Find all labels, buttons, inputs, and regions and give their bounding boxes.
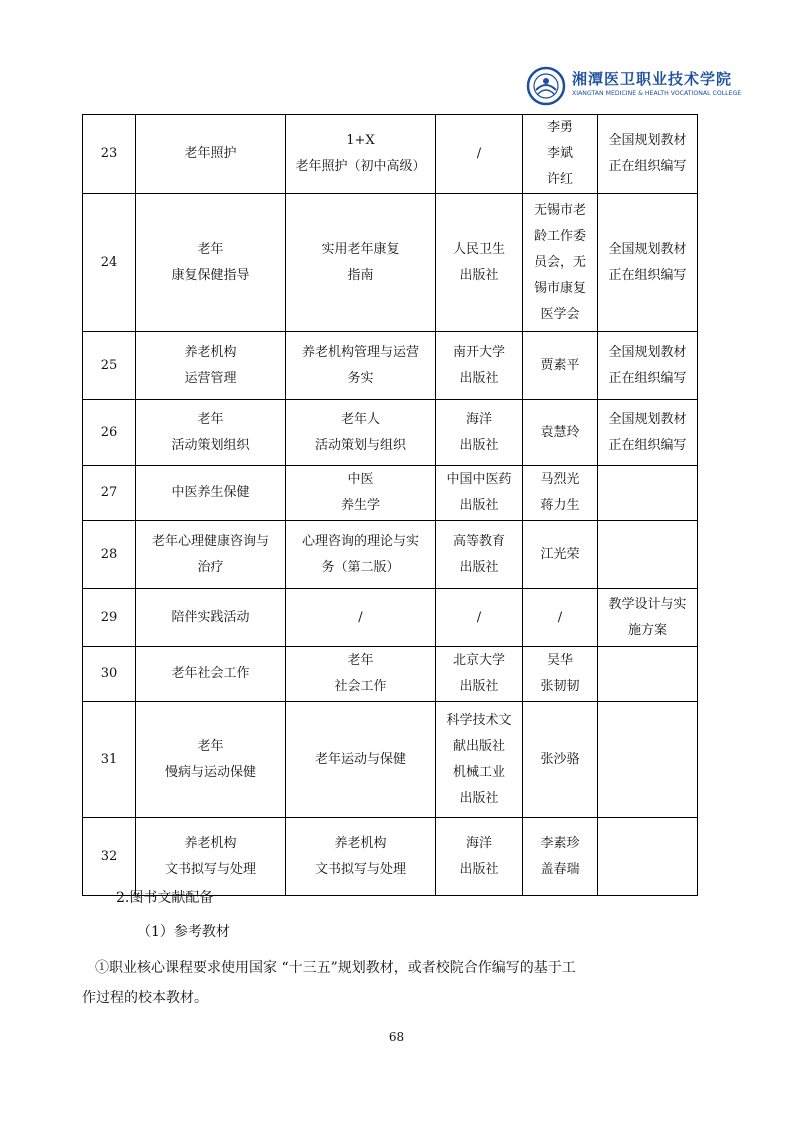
cell-note (598, 332, 698, 400)
cell-book (286, 332, 436, 400)
cell-line: 养老机构 (184, 344, 237, 360)
cell-line: 机械工业 (452, 764, 505, 780)
cell-line: 江光荣 (540, 546, 580, 562)
cell-no: 24 (83, 194, 136, 332)
cell-no: 28 (83, 521, 136, 589)
cell-line: 治疗 (197, 559, 224, 575)
cell-line: 全国规划教材 (608, 411, 687, 427)
cell-line: 锡市康复 (533, 280, 586, 296)
cell-line: / (476, 609, 482, 625)
cell-line: 李素珍 (540, 835, 580, 851)
cell-no: 27 (83, 466, 136, 521)
cell-note (598, 702, 698, 818)
cell-course (136, 466, 286, 521)
cell-line: 袁慧玲 (540, 424, 580, 440)
cell-publisher (436, 589, 523, 647)
cell-note (598, 400, 698, 466)
cell-no: 25 (83, 332, 136, 400)
cell-line: 老年照护 (184, 146, 237, 161)
cell-author (523, 818, 598, 896)
cell-book (286, 466, 436, 521)
cell-publisher (436, 818, 523, 896)
cell-author (523, 466, 598, 521)
table-row (83, 332, 698, 400)
cell-line: 李勇 (546, 120, 573, 135)
cell-line: 中国中医药 (446, 472, 512, 487)
cell-line: 正在组织编写 (608, 159, 687, 174)
cell-no: 32 (83, 818, 136, 896)
cell-line: 养老机构管理与运营 (301, 344, 419, 360)
section-heading: 2.图书文献配备 (116, 890, 214, 906)
cell-author (523, 400, 598, 466)
cell-line: 全国规划教材 (608, 133, 687, 148)
cell-line: 文书拟写与处理 (164, 861, 256, 877)
cell-line: 出版社 (459, 861, 499, 877)
cell-publisher (436, 702, 523, 818)
cell-line: 老年 (347, 653, 374, 668)
table-row (83, 647, 698, 702)
paragraph-line-1: ①职业核心课程要求使用国家 “十三五”规划教材，或者校院合作编写的基于工 (95, 960, 576, 976)
table-row (83, 702, 698, 818)
cell-line: 养生学 (340, 498, 380, 513)
cell-line: 务（第二版） (321, 559, 400, 575)
cell-author (523, 521, 598, 589)
cell-line: 吴华 (546, 653, 573, 668)
cell-line: 科学技术文 (446, 712, 512, 728)
cell-author (523, 589, 598, 647)
cell-line: 正在组织编写 (608, 267, 687, 283)
cell-line: 务实 (347, 370, 374, 386)
cell-author (523, 647, 598, 702)
table-row (83, 400, 698, 466)
cell-line: 陪伴实践活动 (171, 609, 250, 625)
cell-publisher (436, 115, 523, 194)
cell-book (286, 194, 436, 332)
cell-publisher (436, 647, 523, 702)
cell-line: 出版社 (459, 559, 499, 575)
cell-note (598, 194, 698, 332)
cell-publisher (436, 332, 523, 400)
cell-author (523, 115, 598, 194)
cell-line: 出版社 (459, 498, 499, 513)
subsection-heading: （1）参考教材 (137, 924, 230, 940)
cell-note (598, 589, 698, 647)
cell-note (598, 647, 698, 702)
cell-line: 全国规划教材 (608, 241, 687, 257)
cell-course (136, 702, 286, 818)
cell-book (286, 647, 436, 702)
cell-line: 老年社会工作 (171, 666, 250, 681)
cell-note (598, 115, 698, 194)
cell-line: 中医 (347, 472, 374, 487)
college-logo (526, 66, 742, 110)
cell-no: 23 (83, 115, 136, 194)
cell-line: 出版社 (459, 370, 499, 386)
cell-line: 指南 (347, 267, 374, 283)
cell-line: 出版社 (459, 679, 499, 694)
cell-line: 康复保健指导 (171, 267, 250, 283)
cell-line: 龄工作委 (533, 228, 586, 244)
cell-line: 张沙骆 (540, 751, 580, 767)
cell-line: 正在组织编写 (608, 437, 687, 453)
cell-line: 高等教育 (452, 533, 505, 549)
cell-line: 教学设计与实 (608, 596, 687, 612)
cell-line: 南开大学 (452, 344, 505, 360)
cell-line: 运营管理 (184, 370, 237, 386)
cell-line: 全国规划教材 (608, 344, 687, 360)
cell-line: 贾素平 (540, 357, 580, 373)
cell-line: 老年运动与保健 (314, 751, 406, 767)
college-emblem-icon (526, 66, 566, 106)
cell-line: 出版社 (459, 267, 499, 283)
cell-author (523, 194, 598, 332)
cell-no: 26 (83, 400, 136, 466)
table-row (83, 194, 698, 332)
cell-line: 海洋 (465, 835, 492, 851)
cell-line: 社会工作 (334, 679, 387, 694)
cell-line: 文书拟写与处理 (314, 861, 406, 877)
cell-book (286, 589, 436, 647)
cell-note (598, 818, 698, 896)
cell-course (136, 647, 286, 702)
cell-line: 医学会 (540, 306, 580, 322)
cell-publisher (436, 521, 523, 589)
cell-course (136, 332, 286, 400)
logo-text-cn: 湘潭医卫职业技术学院 (572, 70, 733, 88)
cell-line: 许红 (546, 172, 573, 187)
cell-line: 中医养生保健 (171, 485, 250, 500)
cell-line: 蒋力生 (540, 498, 580, 513)
cell-line: 盖春瑞 (540, 861, 580, 877)
cell-line: 北京大学 (452, 653, 505, 668)
cell-course (136, 115, 286, 194)
cell-course (136, 818, 286, 896)
cell-publisher (436, 466, 523, 521)
cell-course (136, 521, 286, 589)
cell-no: 29 (83, 589, 136, 647)
table-row (83, 589, 698, 647)
cell-note (598, 521, 698, 589)
table-row (83, 521, 698, 589)
cell-line: / (476, 146, 482, 161)
cell-line: 献出版社 (452, 738, 505, 754)
cell-line: 张韧韧 (540, 679, 580, 694)
cell-line: 心理咨询的理论与实 (301, 533, 419, 549)
cell-no: 31 (83, 702, 136, 818)
paragraph-line-2: 作过程的校本教材。 (82, 990, 208, 1006)
cell-line: 人民卫生 (452, 241, 505, 257)
cell-line: 海洋 (465, 411, 492, 427)
cell-line: 老年心理健康咨询与 (151, 533, 269, 549)
cell-book (286, 115, 436, 194)
cell-line: 实用老年康复 (321, 241, 400, 257)
cell-line: 出版社 (459, 437, 499, 453)
cell-line: 老年照护（初中高级） (295, 159, 426, 174)
page-number: 68 (388, 1030, 405, 1044)
cell-line: 李斌 (546, 146, 573, 161)
cell-book (286, 521, 436, 589)
table-row (83, 115, 698, 194)
cell-author (523, 702, 598, 818)
cell-line: 慢病与运动保健 (164, 764, 256, 780)
cell-line: / (557, 609, 563, 625)
cell-publisher (436, 194, 523, 332)
cell-author (523, 332, 598, 400)
cell-note (598, 466, 698, 521)
cell-publisher (436, 400, 523, 466)
cell-line: 活动策划与组织 (314, 437, 406, 453)
cell-line: 员会，无 (533, 254, 586, 270)
cell-line: 正在组织编写 (608, 370, 687, 386)
cell-line: / (358, 609, 363, 625)
cell-line: 老年 (197, 411, 224, 427)
cell-line: 无锡市老 (533, 202, 586, 218)
textbook-table (82, 114, 698, 896)
table-row (83, 466, 698, 521)
cell-line: 老年 (197, 738, 224, 754)
cell-line: 老年 (197, 241, 224, 257)
cell-line: 养老机构 (334, 835, 387, 851)
cell-course (136, 194, 286, 332)
cell-line: 1+X (346, 133, 375, 148)
cell-line: 老年人 (340, 411, 380, 427)
cell-line: 马烈光 (540, 472, 580, 487)
cell-book (286, 400, 436, 466)
cell-book (286, 702, 436, 818)
cell-no: 30 (83, 647, 136, 702)
logo-text-en: XIANGTAN MEDICINE & HEALTH VOCATIONAL COLLEGE (572, 90, 742, 97)
cell-line: 出版社 (459, 790, 499, 806)
cell-line: 施方案 (627, 622, 667, 638)
cell-course (136, 400, 286, 466)
cell-line: 活动策划组织 (171, 437, 250, 453)
cell-course (136, 589, 286, 647)
cell-line: 养老机构 (184, 835, 237, 851)
cell-book (286, 818, 436, 896)
table-row (83, 818, 698, 896)
